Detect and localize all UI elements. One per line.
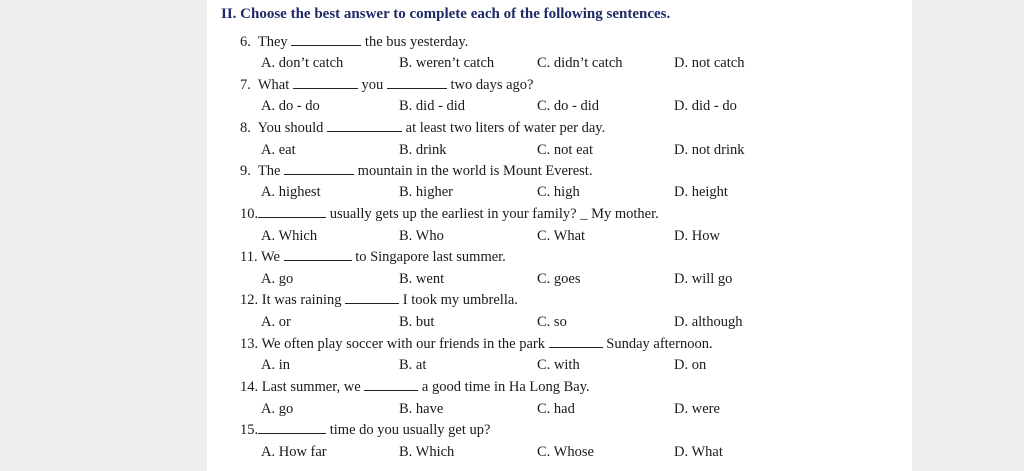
answer-blank bbox=[293, 76, 358, 89]
option-a: A. in bbox=[261, 357, 290, 373]
question-text: time do you usually get up? bbox=[329, 422, 491, 438]
option-c: C. high bbox=[537, 184, 580, 200]
answer-blank bbox=[284, 248, 352, 261]
question-text: You should bbox=[257, 120, 324, 136]
option-a: A. highest bbox=[261, 184, 321, 200]
option-d: D. What bbox=[674, 444, 723, 460]
question-11 bbox=[240, 248, 506, 266]
answer-blank bbox=[284, 162, 354, 175]
question-number: 9. bbox=[240, 163, 251, 179]
question-6 bbox=[240, 33, 468, 51]
option-d: D. not drink bbox=[674, 142, 745, 158]
question-7 bbox=[240, 76, 533, 94]
question-text: to Singapore last summer. bbox=[355, 249, 506, 265]
question-text: mountain in the world is Mount Everest. bbox=[357, 163, 593, 179]
question-text: two days ago? bbox=[450, 77, 534, 93]
question-text: They bbox=[257, 34, 288, 50]
question-text: What bbox=[257, 77, 290, 93]
option-c: C. Whose bbox=[537, 444, 594, 460]
option-b: B. did - did bbox=[399, 98, 466, 114]
question-text: We bbox=[260, 249, 280, 265]
option-a: A. or bbox=[261, 314, 291, 330]
option-a: A. eat bbox=[261, 142, 296, 158]
question-15 bbox=[240, 421, 490, 439]
section-title: II. Choose the best answer to complete each of the following sentences. bbox=[221, 6, 671, 22]
option-c: C. goes bbox=[537, 271, 581, 287]
option-b: B. have bbox=[399, 401, 444, 417]
option-c: C. not eat bbox=[537, 142, 593, 158]
answer-blank bbox=[345, 291, 399, 304]
question-number: 12. bbox=[240, 292, 259, 308]
option-d: D. were bbox=[674, 401, 720, 417]
question-text: It was raining bbox=[261, 292, 342, 308]
question-text: Last summer, we bbox=[261, 379, 361, 395]
option-d: D. height bbox=[674, 184, 728, 200]
question-text: Sunday afternoon. bbox=[606, 336, 713, 352]
question-number: 7. bbox=[240, 77, 251, 93]
question-10 bbox=[240, 205, 659, 223]
answer-blank bbox=[364, 378, 418, 391]
option-d: D. did - do bbox=[674, 98, 737, 114]
option-b: B. at bbox=[399, 357, 427, 373]
option-b: B. but bbox=[399, 314, 435, 330]
question-number: 8. bbox=[240, 120, 251, 136]
question-12 bbox=[240, 291, 518, 309]
option-b: B. went bbox=[399, 271, 445, 287]
option-b: B. higher bbox=[399, 184, 453, 200]
option-c: C. do - did bbox=[537, 98, 600, 114]
option-c: C. had bbox=[537, 401, 575, 417]
answer-blank bbox=[258, 205, 326, 218]
answer-blank bbox=[387, 76, 447, 89]
option-a: A. don’t catch bbox=[261, 55, 344, 71]
answer-blank bbox=[258, 421, 326, 434]
option-c: C. so bbox=[537, 314, 567, 330]
option-a: A. go bbox=[261, 401, 294, 417]
option-c: C. What bbox=[537, 228, 586, 244]
question-text: you bbox=[361, 77, 384, 93]
option-a: A. Which bbox=[261, 228, 318, 244]
option-d: D. How bbox=[674, 228, 720, 244]
question-text: We often play soccer with our friends in the park bbox=[261, 336, 546, 352]
option-b: B. weren’t catch bbox=[399, 55, 495, 71]
option-b: B. Who bbox=[399, 228, 444, 244]
question-13 bbox=[240, 335, 713, 353]
question-number: 14. bbox=[240, 379, 259, 395]
question-14 bbox=[240, 378, 590, 396]
option-a: A. How far bbox=[261, 444, 327, 460]
question-number: 11. bbox=[240, 249, 258, 265]
answer-blank bbox=[291, 33, 361, 46]
option-b: B. Which bbox=[399, 444, 455, 460]
question-text: a good time in Ha Long Bay. bbox=[421, 379, 590, 395]
question-text: at least two liters of water per day. bbox=[405, 120, 606, 136]
option-a: A. do - do bbox=[261, 98, 320, 114]
question-text: the bus yesterday. bbox=[364, 34, 469, 50]
question-text: I took my umbrella. bbox=[402, 292, 518, 308]
question-number: 15. bbox=[240, 422, 259, 438]
question-number: 10. bbox=[240, 206, 259, 222]
option-d: D. not catch bbox=[674, 55, 745, 71]
option-c: C. with bbox=[537, 357, 580, 373]
option-d: D. on bbox=[674, 357, 707, 373]
question-number: 13. bbox=[240, 336, 259, 352]
option-c: C. didn’t catch bbox=[537, 55, 623, 71]
option-a: A. go bbox=[261, 271, 294, 287]
question-text: usually gets up the earliest in your family? _ My mother. bbox=[329, 206, 659, 222]
option-d: D. will go bbox=[674, 271, 733, 287]
question-number: 6. bbox=[240, 34, 251, 50]
answer-blank bbox=[549, 335, 603, 348]
question-8 bbox=[240, 119, 605, 137]
question-9 bbox=[240, 162, 592, 180]
option-b: B. drink bbox=[399, 142, 447, 158]
option-d: D. although bbox=[674, 314, 743, 330]
answer-blank bbox=[327, 119, 402, 132]
question-text: The bbox=[257, 163, 281, 179]
